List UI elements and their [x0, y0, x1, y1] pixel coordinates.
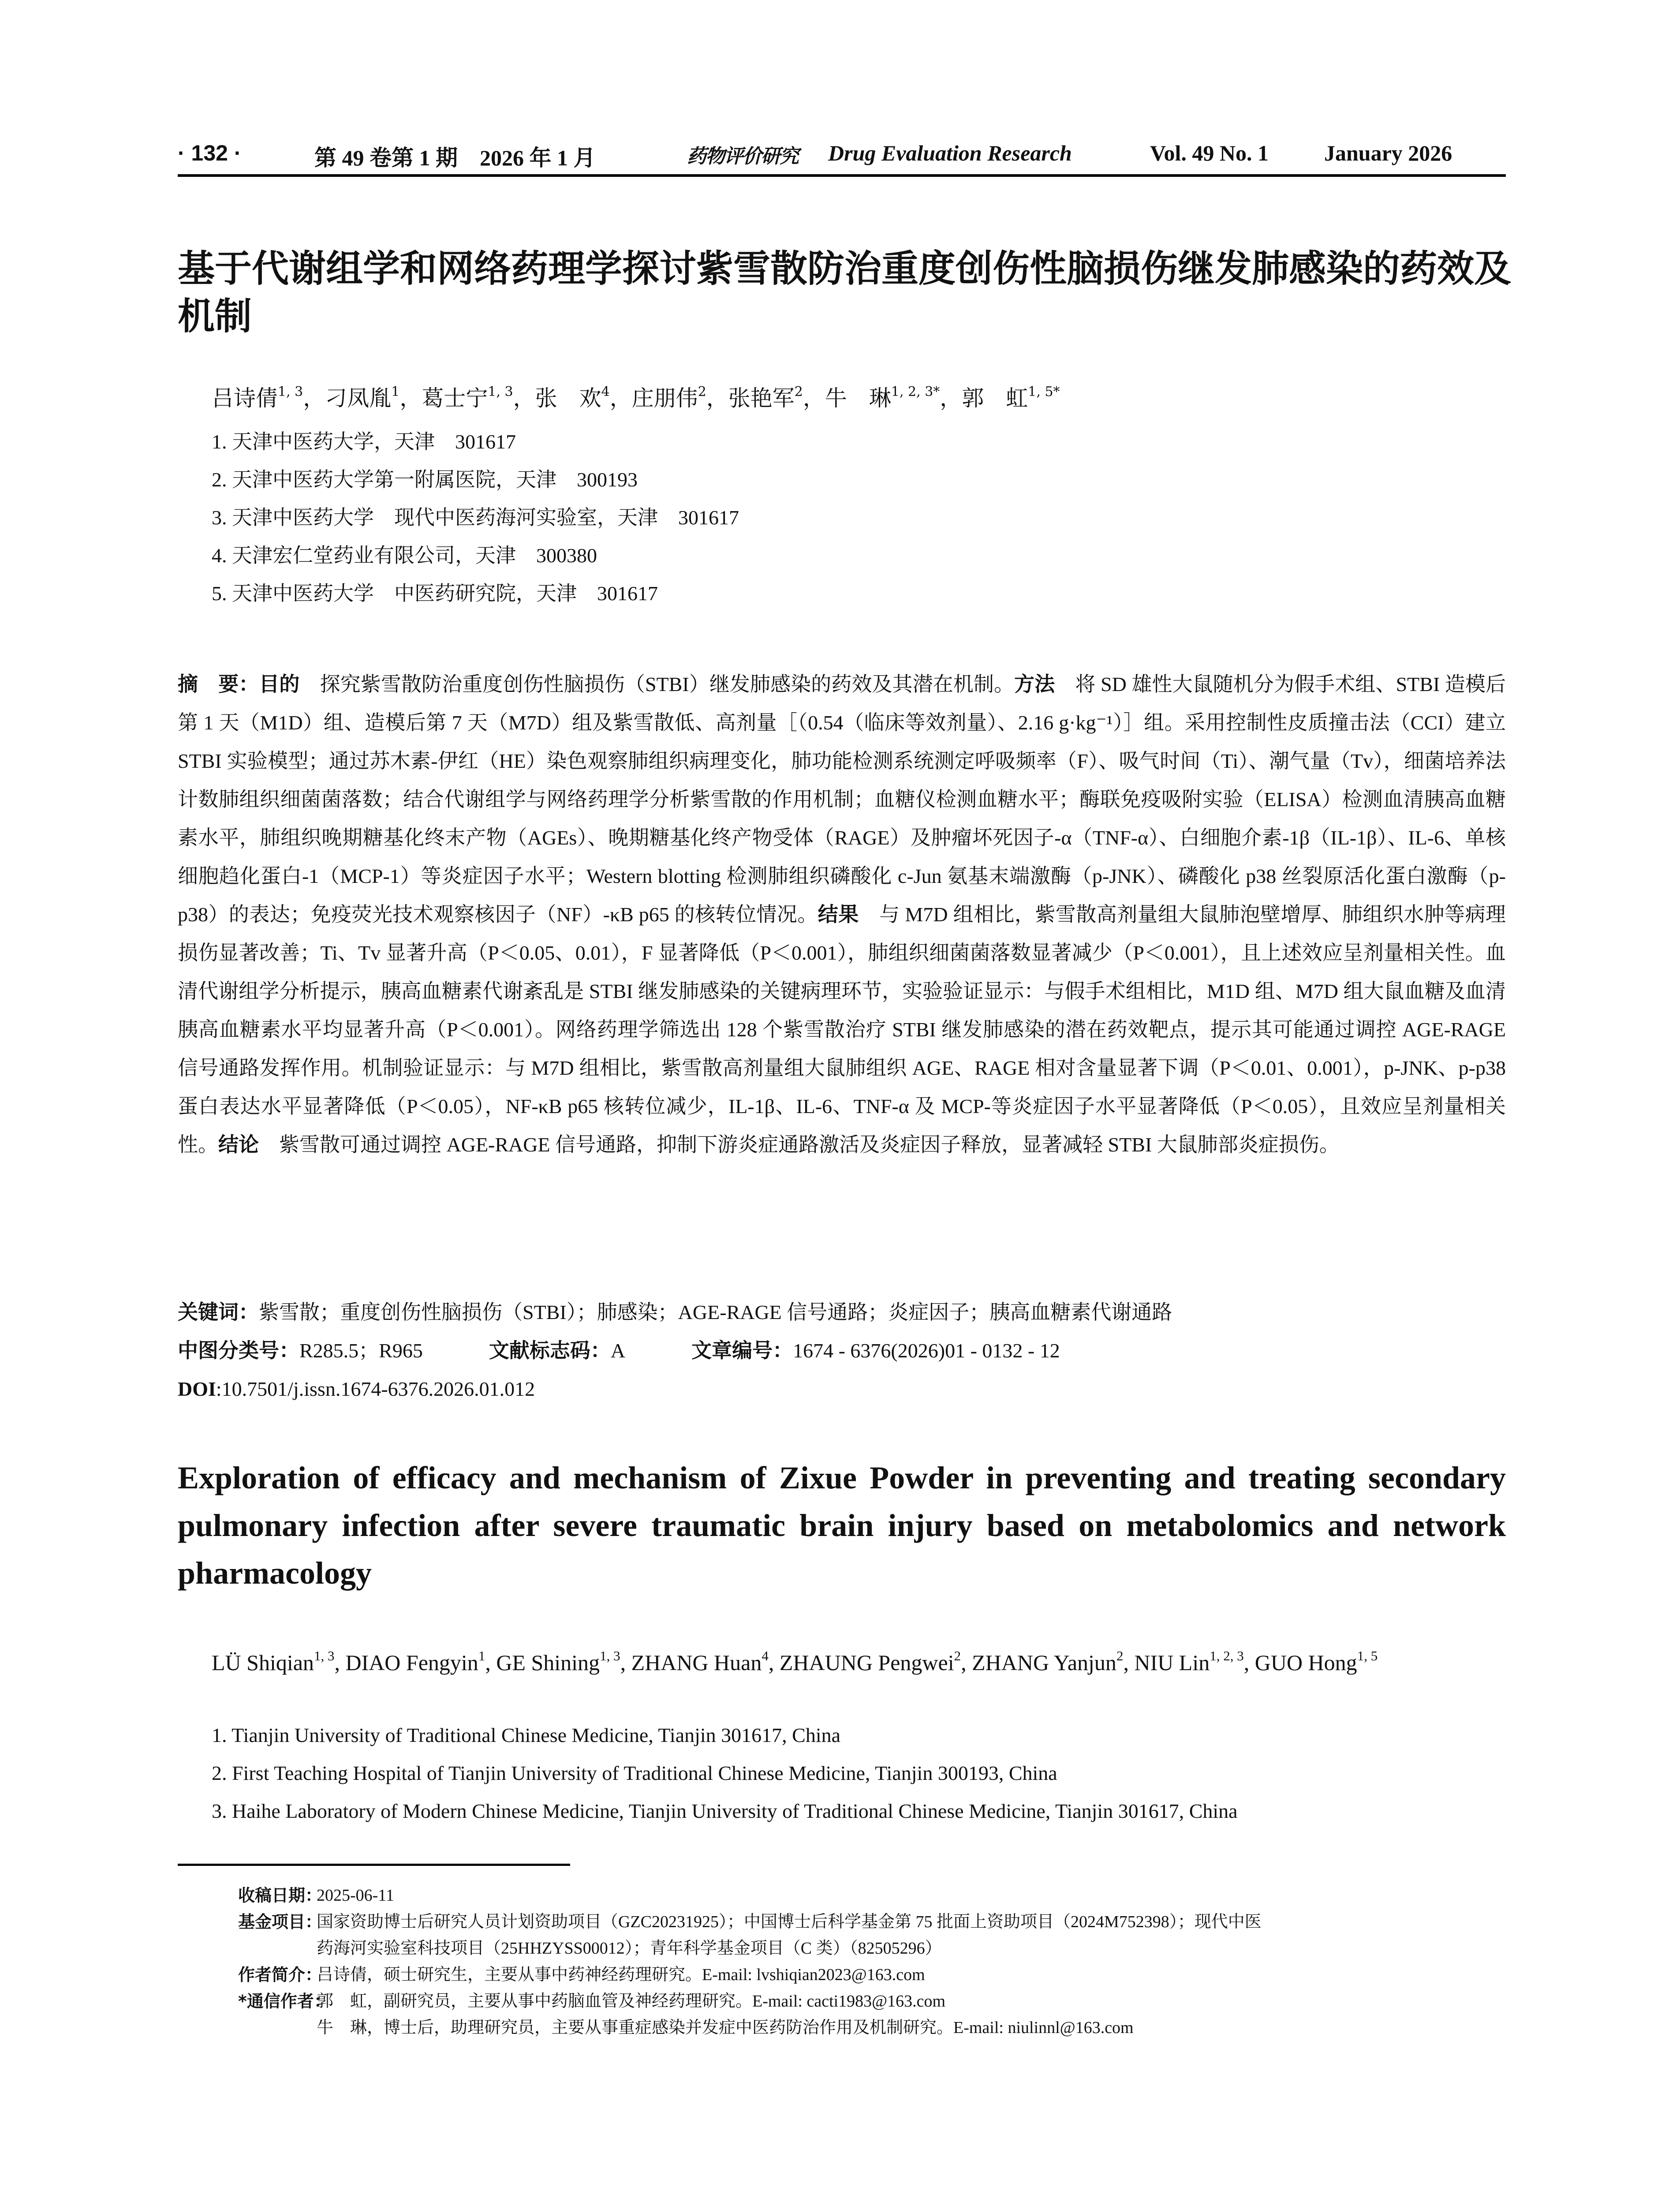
fund-label: 基金项目： [238, 1912, 322, 1932]
volume-issue: Vol. 49 No. 1 [1150, 141, 1269, 165]
affiliation-cn: 4. 天津宏仁堂药业有限公司，天津 300380 [212, 544, 597, 567]
corresponding-author-1: 郭 虹，副研究员，主要从事中药脑血管及神经药理研究。E-mail: cacti1983@163.com [317, 1992, 946, 2011]
doc-code-value: A [610, 1339, 626, 1362]
author-affiliation-mark: 1, 2, 3 [1210, 1648, 1244, 1663]
footnote-received [179, 1882, 1507, 1909]
author-affiliation-mark: 2 [698, 384, 706, 400]
affiliation-en: 1. Tianjin University of Traditional Chinese Medicine, Tianjin 301617, China [212, 1724, 841, 1746]
results-text: 与 M7D 组相比，紫雪散高剂量组大鼠肺泡壁增厚、肺组织水肿等病理损伤显著改善；Ti、Tv 显著升高（P＜0.05、0.01），F 显著降低（P＜0.001），肺组织细菌菌落数显著减少（P＜0.001），且上述效应呈剂量相关性。血清代谢组学分析提示，胰高血糖素代谢紊乱是 STBI 继发肺感染的关键病理环节，实验验证显示：与假手术组相比，M1D 组、M7D 组大鼠血糖及血清胰高血糖素水平均显著升高（P＜0.001）。网络药理学筛选出 128 个紫雪散治疗 STBI 继发肺感染的潜在药效靶点，提示其可能通过调控 AGE-RAGE 信号通路发挥作用。机制验证显示：与 M7D 组相比，紫雪散高剂量组大鼠肺组织 AGE、RAGE 相对含量显著下调（P＜0.01、0.001），p-JNK、p-p38 蛋白表达水平显著降低（P＜0.05），NF-κB p65 核转位减少，IL-1β、IL-6、TNF-α 及 MCP-等炎症因子水平显著降低（P＜0.05），且效应呈剂量相关性。 [178, 903, 1506, 1156]
author-affiliation-mark: 1, 3 [314, 1648, 335, 1663]
article-no-value: 1674 - 6376(2026)01 - 0132 - 12 [793, 1339, 1060, 1362]
abstract-label: 摘 要： [178, 672, 259, 696]
author-name: LÜ Shiqian [212, 1650, 314, 1675]
paper-title-en: Exploration of efficacy and mechanism of Zixue Powder in preventing and treating secondary pulmonary infection after severe traumatic brain injury based on metabolomics and network pharmacology [178, 1460, 1506, 1591]
author-list-en: LÜ Shiqian$^{1, 3}$, DIAO Fengyin$^1$, GE Shining$^{1, 3}$, ZHANG Huan$^4$, ZHAUNG Pengwei$^2$, ZHANG Yanjun$^2$, NIU Lin$^{1, 2, 3}$, GUO Hong$^{1, 5}$ [212, 1648, 1378, 1675]
results-label: 结果 [818, 902, 859, 926]
author-affiliation-mark: 1 [391, 384, 400, 400]
clc-label: 中图分类号： [178, 1338, 299, 1362]
affiliations-en [212, 1722, 1238, 1836]
conclusion-text: 紫雪散可通过调控 AGE-RAGE 信号通路，抑制下游炎症通路激活及炎症因子释放，显著减轻 STBI 大鼠肺部炎症损伤。 [279, 1133, 1340, 1156]
author-affiliation-mark: 1, 2, 3* [891, 384, 940, 400]
footnote-corresponding [179, 1988, 1507, 2041]
clc-value: R285.5；R965 [299, 1339, 423, 1362]
issue-info-cn: 第 49 卷第 1 期 2026 年 1 月 [314, 146, 596, 170]
footnotes [179, 1882, 1507, 2041]
journal-name-en: Drug Evaluation Research [828, 141, 1072, 165]
footnote-rule [178, 1864, 570, 1866]
author-affiliation-mark: 1 [478, 1648, 485, 1663]
author-name: 吕诗倩 [212, 385, 278, 411]
objective-text: 探究紫雪散防治重度创伤性脑损伤（STBI）继发肺感染的药效及其潜在机制。 [320, 673, 1015, 695]
author-name: 庄朋伟 [631, 385, 698, 411]
bio-label: 作者简介： [238, 1965, 322, 1984]
affiliation-cn: 1. 天津中医药大学，天津 301617 [212, 430, 516, 453]
author-name: 葛士宁 [422, 385, 488, 411]
author-name: ZHANG Yanjun [972, 1650, 1116, 1675]
methods-label: 方法 [1014, 672, 1055, 696]
received-label: 收稿日期： [238, 1886, 322, 1905]
author-affiliation-mark: 2 [1116, 1648, 1124, 1663]
issue-date-en: January 2026 [1324, 141, 1452, 165]
corresponding-author-2: 牛 琳，博士后，助理研究员，主要从事重症感染并发症中医药防治作用及机制研究。E-mail: niulinnl@163.com [317, 2018, 1134, 2037]
fund-line-2: 药海河实验室科技项目（25HHZYSS00012）；青年科学基金项目（C 类）（82505296） [317, 1939, 942, 1958]
author-list-cn: 吕诗倩$^{1, 3}$，刁凤胤$^1$，葛士宁$^{1, 3}$，张 欢$^4$，庄朋伟$^2$，张艳军$^2$，牛 琳$^{1, 2, 3*}$，郭 虹$^{1, 5*}$ [212, 384, 1060, 411]
doc-code-label: 文献标志码： [489, 1338, 611, 1362]
received-value: 2025-06-11 [317, 1886, 394, 1905]
author-affiliation-mark: 1, 3 [600, 1648, 620, 1663]
author-name: NIU Lin [1134, 1650, 1210, 1675]
author-name: 张艳军 [728, 385, 795, 411]
author-affiliation-mark: 2 [954, 1648, 961, 1663]
affiliation-cn: 2. 天津中医药大学第一附属医院，天津 300193 [212, 468, 638, 491]
article-no-label: 文章编号： [691, 1338, 793, 1362]
running-header [178, 140, 1506, 171]
author-name: GUO Hong [1254, 1650, 1357, 1675]
author-affiliation-mark: 4 [762, 1648, 769, 1663]
author-name: ZHAUNG Pengwei [779, 1650, 954, 1675]
page-number: · 132 · [178, 141, 242, 165]
doi [178, 1370, 535, 1408]
author-name: 郭 虹 [962, 385, 1028, 411]
fund-line-1: 国家资助博士后研究人员计划资助项目（GZC20231925）；中国博士后科学基金第 75 批面上资助项目（2024M752398）；现代中医 [317, 1913, 1262, 1931]
affiliation-cn: 5. 天津中医药大学 中医药研究院，天津 301617 [212, 582, 658, 605]
author-affiliation-mark: 1, 5 [1357, 1648, 1378, 1663]
author-name: DIAO Fengyin [345, 1650, 478, 1675]
author-name: GE Shining [496, 1650, 600, 1675]
author-affiliation-mark: 1, 3 [488, 384, 513, 400]
author-name: 张 欢 [535, 385, 601, 411]
conclusion-label: 结论 [218, 1132, 259, 1156]
doi-label: DOI [178, 1378, 216, 1400]
affiliation-en: 3. Haihe Laboratory of Modern Chinese Medicine, Tianjin University of Traditional Chinese Medicine, Tianjin 301617, China [212, 1800, 1238, 1822]
corresponding-label: *通信作者： [238, 1992, 331, 2011]
objective-label: 目的 [259, 672, 300, 696]
author-affiliation-mark: 4 [601, 384, 610, 400]
affiliation-en: 2. First Teaching Hospital of Tianjin University of Traditional Chinese Medicine, Tianjin 300193, China [212, 1762, 1057, 1784]
author-name: 牛 琳 [825, 385, 891, 411]
keywords-label: 关键词： [178, 1300, 259, 1324]
footnote-author-bio [179, 1962, 1507, 1988]
methods-text: 将 SD 雄性大鼠随机分为假手术组、STBI 造模后第 1 天（M1D）组、造模后第 7 天（M7D）组及紫雪散低、高剂量［（0.54（临床等效剂量）、2.16 g·kg⁻¹）］组。采用控制性皮质撞击法（CCI）建立 STBI 实验模型；通过苏木素-伊红（HE）染色观察肺组织病理变化，肺功能检测系统测定呼吸频率（F）、吸气时间（Ti）、潮气量（Tv），细菌培养法计数肺组织细菌菌落数；结合代谢组学与网络药理学分析紫雪散的作用机制；血糖仪检测血糖水平；酶联免疫吸附实验（ELISA）检测血清胰高血糖素水平，肺组织晚期糖基化终末产物（AGEs）、晚期糖基化终产物受体（RAGE）及肿瘤坏死因子-α（TNF-α）、白细胞介素-1β（IL-1β）、IL-6、单核细胞趋化蛋白-1（MCP-1）等炎症因子水平；Western blotting 检测肺组织磷酸化 c-Jun 氨基末端激酶（p-JNK）、磷酸化 p38 丝裂原活化蛋白激酶（p-p38）的表达；免疫荧光技术观察核因子（NF）-κB p65 的核转位情况。 [178, 673, 1506, 926]
bio-value: 吕诗倩，硕士研究生，主要从事中药神经药理研究。E-mail: lvshiqian2023@163.com [317, 1966, 925, 1984]
keywords [178, 1293, 1172, 1331]
author-affiliation-mark: 1, 5* [1028, 384, 1060, 400]
author-affiliation-mark: 2 [794, 384, 803, 400]
author-name: 刁凤胤 [325, 385, 392, 411]
affiliations-cn [212, 429, 739, 618]
paper-title-cn: 基于代谢组学和网络药理学探讨紫雪散防治重度创伤性脑损伤继发肺感染的药效及机制 [178, 247, 1512, 338]
header-rule [178, 174, 1506, 177]
footnote-fund [179, 1909, 1507, 1962]
affiliation-cn: 3. 天津中医药大学 现代中医药海河实验室，天津 301617 [212, 506, 739, 529]
author-affiliation-mark: 1, 3 [278, 384, 303, 400]
author-name: ZHANG Huan [631, 1650, 762, 1675]
journal-logo: 药物评价研究 [687, 145, 798, 168]
keywords-text: 紫雪散；重度创伤性脑损伤（STBI）；肺感染；AGE-RAGE 信号通路；炎症因子；胰高血糖素代谢通路 [259, 1301, 1172, 1323]
doi-value[interactable]: :10.7501/j.issn.1674-6376.2026.01.012 [216, 1378, 535, 1400]
classification-line [178, 1331, 1060, 1370]
abstract [178, 665, 1506, 1164]
